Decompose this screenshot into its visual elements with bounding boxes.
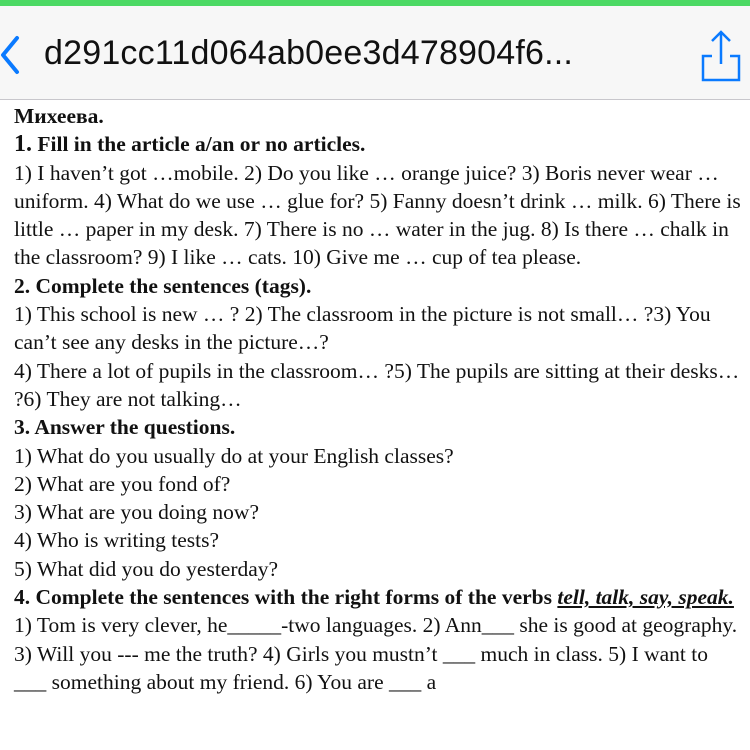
section-4-title: 4. Complete the sentences with the right forms of the verbs: [14, 585, 558, 610]
section-1-title: Fill in the article a/an or no articles.: [37, 132, 366, 157]
section-4-heading: [14, 583, 744, 611]
section-1-heading: [14, 130, 744, 158]
document-header: Михеева.: [14, 104, 104, 128]
section-3-question-2: 2) What are you fond of?: [14, 471, 231, 496]
section-3-question-4: 4) Who is writing tests?: [14, 528, 220, 553]
back-button[interactable]: [0, 30, 28, 80]
document-title: d291cc11d064ab0ee3d478904f6...: [44, 34, 574, 72]
section-3-heading: 3. Answer the questions.: [14, 415, 236, 440]
section-2-heading: 2. Complete the sentences (tags).: [14, 273, 312, 298]
section-2-body-2: 4) There a lot of pupils in the classroom… ?5) The pupils are sitting at their desks… ?6) They are not talking…: [14, 358, 740, 411]
section-3-question-5: 5) What did you do yesterday?: [14, 556, 279, 581]
section-1-number: 1.: [14, 131, 32, 158]
share-button[interactable]: [698, 28, 744, 84]
section-1-body: 1) I haven’t got …mobile. 2) Do you like … orange juice? 3) Boris never wear … uniform. 4) What do we use … glue for? 5) Fanny doesn’t drink … milk. 6) There is little … paper in my desk. 7) There is no … water in the jug. 8) Is there … chalk in the classroom? 9) I like … cats. 10) Give me … cup of tea please.: [14, 160, 741, 270]
navigation-bar: [0, 6, 750, 100]
section-3-question-1: 1) What do you usually do at your English classes?: [14, 443, 454, 468]
share-icon: [698, 28, 744, 84]
section-2-body-1: 1) This school is new … ? 2) The classroom in the picture is not small… ?3) You can’t see any desks in the picture…?: [14, 302, 711, 355]
section-4-body: 1) Tom is very clever, he_____-two languages. 2) Ann___ she is good at geography. 3) Will you --- me the truth? 4) Girls you mustn’t ___ much in class. 5) I want to ___ something about my friend. 6) You are ___ a: [14, 613, 738, 694]
section-4-verbs: tell, talk, say, speak.: [557, 585, 734, 610]
section-3-question-3: 3) What are you doing now?: [14, 500, 259, 525]
document-content: [14, 102, 744, 696]
chevron-left-icon: [0, 30, 28, 80]
